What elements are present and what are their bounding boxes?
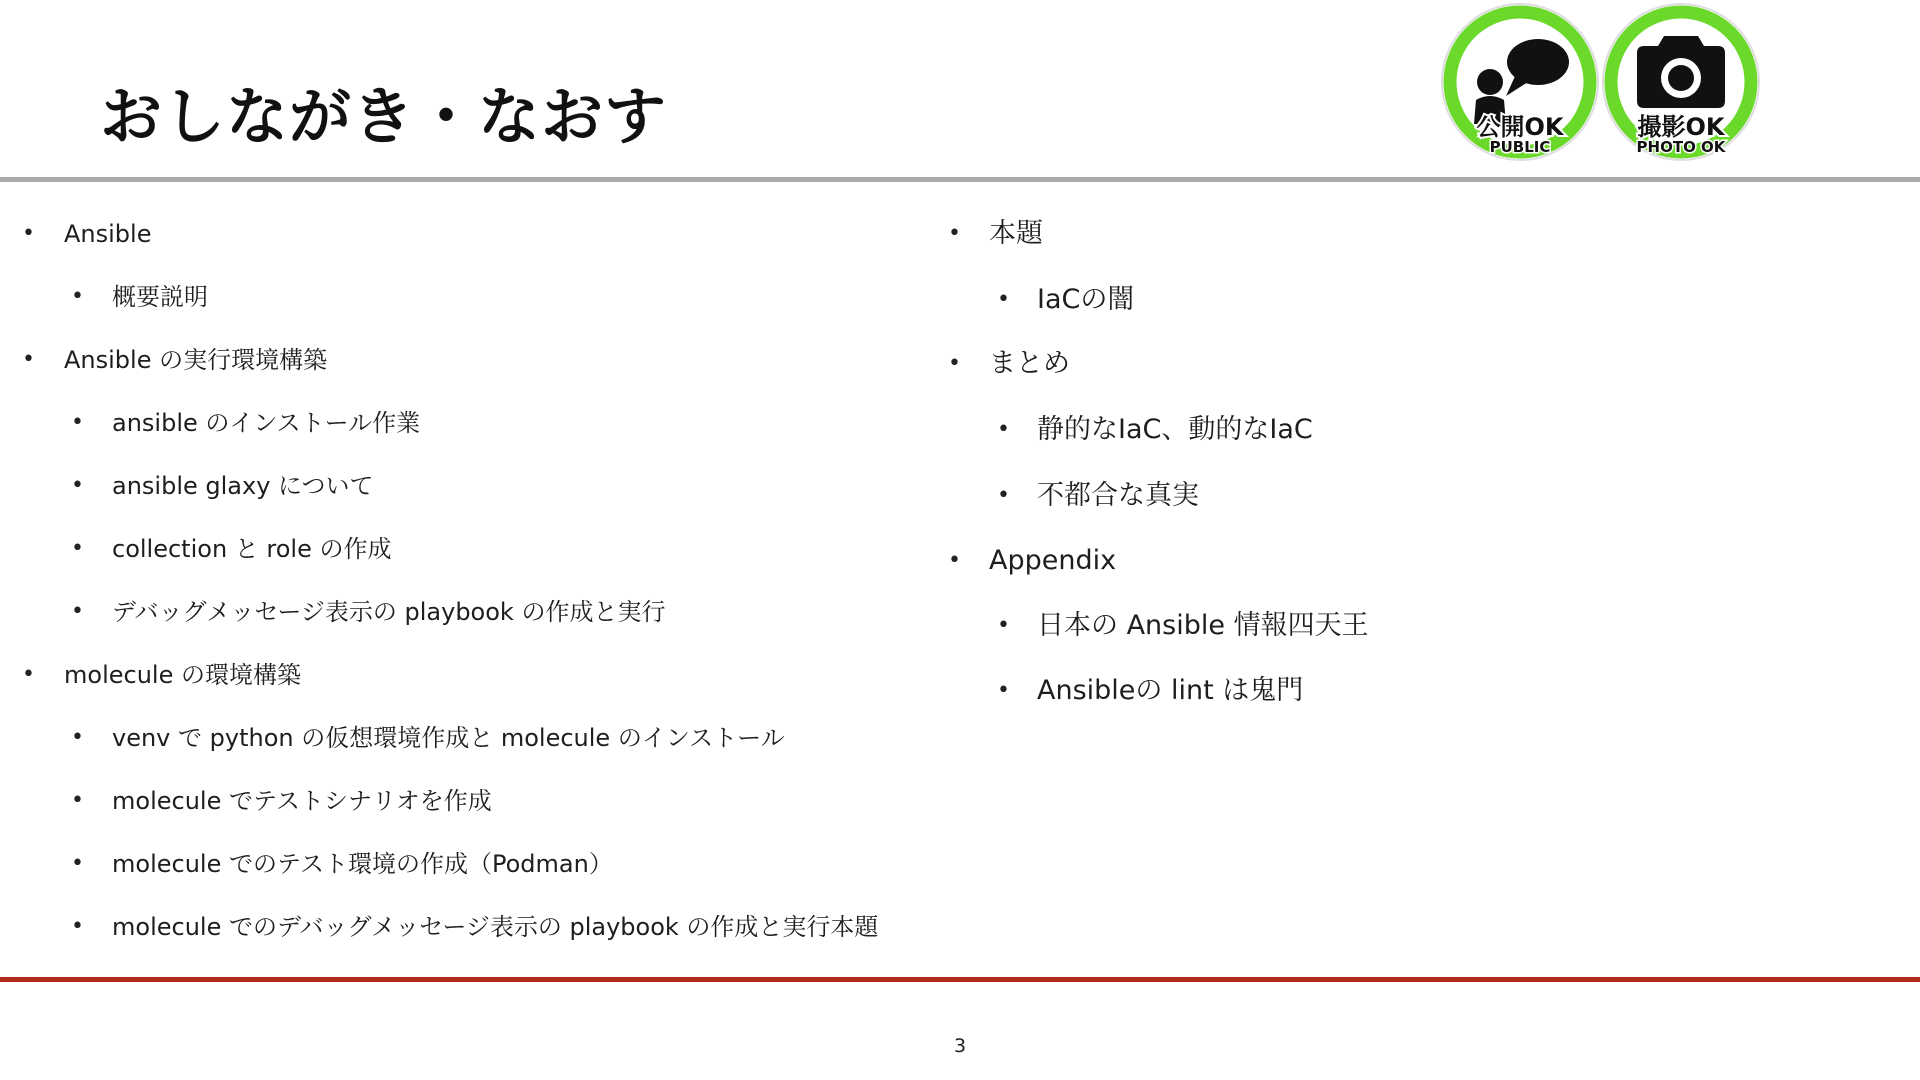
bullet: • (71, 410, 84, 435)
list-item-label: molecule でのテスト環境の作成（Podman） (112, 850, 613, 878)
slide-title: おしながき・なおす (100, 80, 668, 153)
list-item-label: 不都合な真実 (1037, 480, 1199, 511)
bullet: • (71, 599, 84, 624)
list-item-label: 概要説明 (112, 283, 208, 311)
list-item-label: ansible glaxy について (112, 472, 374, 500)
bullet: • (997, 483, 1010, 508)
bullet: • (71, 284, 84, 309)
list-item-label: ansible のインストール作業 (112, 409, 421, 437)
list-item-label: 本題 (989, 218, 1043, 249)
list-item-label: IaCの闇 (1037, 284, 1135, 315)
bullet: • (71, 788, 84, 813)
page-number: 3 (953, 1035, 967, 1057)
bullet: • (71, 536, 84, 561)
list-item-label: デバッグメッセージ表示の playbook の作成と実行 (112, 598, 666, 626)
list-item-label: Ansible (64, 220, 152, 248)
camera-icon (1601, 2, 1761, 162)
public-ok-badge (1440, 2, 1600, 162)
public-badge-sub-text: PUBLIC (1489, 138, 1551, 156)
list-item-label: molecule の環境構築 (64, 661, 301, 689)
list-item-label: molecule でのデバッグメッセージ表示の playbook の作成と実行本題 (112, 913, 879, 941)
bullet: • (997, 287, 1010, 312)
list-item-label: Appendix (989, 545, 1117, 576)
bullet: • (71, 914, 84, 939)
photo-badge-sub-text: PHOTO OK (1636, 138, 1726, 156)
bullet: • (997, 613, 1010, 638)
photo-ok-badge (1601, 2, 1761, 162)
list-item-label: Ansibleの lint は鬼門 (1037, 675, 1304, 706)
photo-badge-main-text: 撮影OK (1637, 113, 1725, 141)
bullet: • (997, 417, 1010, 442)
bullet: • (71, 725, 84, 750)
list-item-label: molecule でテストシナリオを作成 (112, 787, 492, 815)
list-item-label: collection と role の作成 (112, 535, 392, 563)
list-item-label: venv で python の仮想環境作成と molecule のインストール (112, 724, 785, 752)
title-divider (0, 177, 1920, 182)
bullet: • (71, 473, 84, 498)
speech-person-icon (1440, 2, 1600, 162)
list-item-label: Ansible の実行環境構築 (64, 346, 328, 374)
bullet: • (22, 662, 35, 687)
public-badge-main-text: 公開OK (1476, 113, 1564, 141)
bullet: • (22, 221, 35, 246)
list-item-label: まとめ (989, 348, 1070, 379)
bullet: • (22, 347, 35, 372)
bullet: • (997, 678, 1010, 703)
bullet: • (71, 851, 84, 876)
bullet: • (948, 351, 961, 376)
bullet: • (948, 548, 961, 573)
footer-divider (0, 977, 1920, 982)
list-item-label: 日本の Ansible 情報四天王 (1037, 610, 1369, 641)
list-item-label: 静的なIaC、動的なIaC (1037, 414, 1313, 445)
bullet: • (948, 221, 961, 246)
